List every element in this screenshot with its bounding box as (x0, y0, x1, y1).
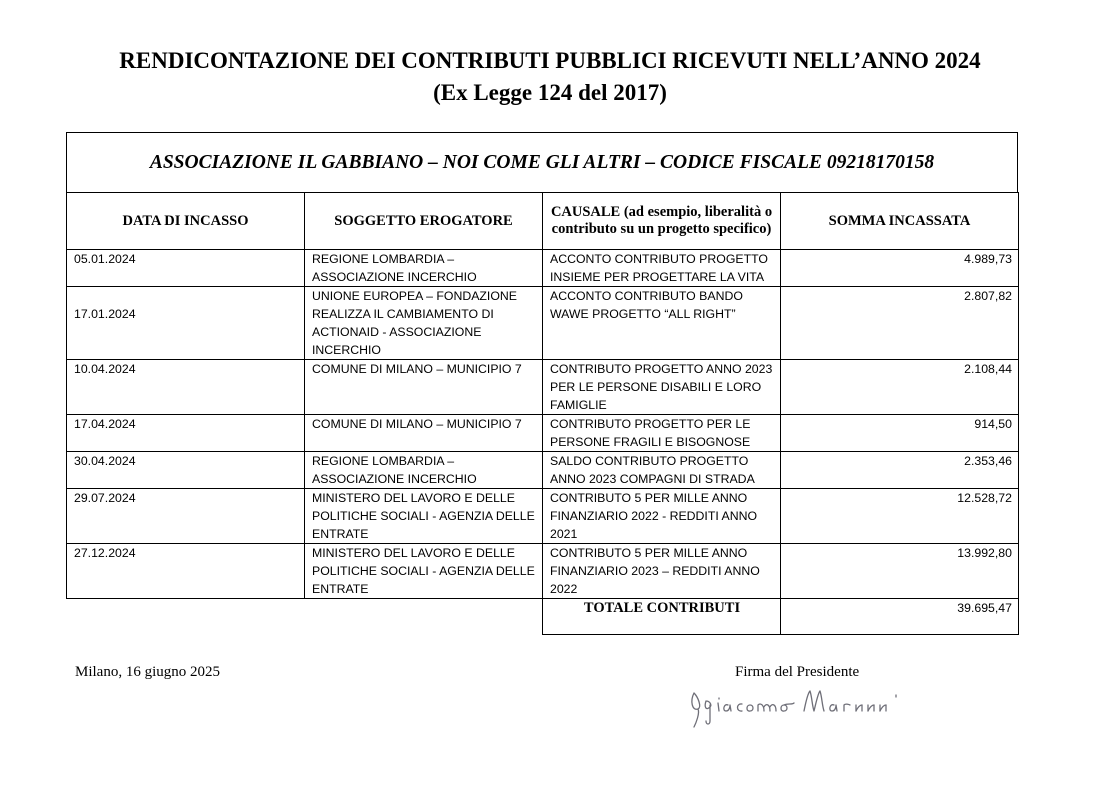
cell-reason: CONTRIBUTO 5 PER MILLE ANNO FINANZIARIO 2022 - REDDITI ANNO 2021 (543, 489, 781, 544)
cell-grantor: MINISTERO DEL LAVORO E DELLE POLITICHE SOCIALI - AGENZIA DELLE ENTRATE (305, 544, 543, 599)
cell-grantor: UNIONE EUROPEA – FONDAZIONE REALIZZA IL CAMBIAMENTO DI ACTIONAID - ASSOCIAZIONE INCERCHIO (305, 287, 543, 360)
cell-reason: ACCONTO CONTRIBUTO PROGETTO INSIEME PER PROGETTARE LA VITA (543, 250, 781, 287)
cell-date: 05.01.2024 (67, 250, 305, 287)
cell-reason: CONTRIBUTO 5 PER MILLE ANNO FINANZIARIO 2023 – REDDITI ANNO 2022 (543, 544, 781, 599)
table-row (67, 287, 1019, 360)
total-row (67, 599, 1019, 635)
place-date: Milano, 16 giugno 2025 (75, 664, 220, 680)
cell-grantor: COMUNE DI MILANO – MUNICIPIO 7 (305, 360, 543, 415)
cell-date: 29.07.2024 (67, 489, 305, 544)
cell-date: 17.04.2024 (67, 415, 305, 452)
table-row (67, 415, 1019, 452)
cell-date: 27.12.2024 (67, 544, 305, 599)
cell-grantor: COMUNE DI MILANO – MUNICIPIO 7 (305, 415, 543, 452)
header-date: DATA DI INCASSO (67, 193, 305, 250)
cell-date: 17.01.2024 (67, 287, 305, 360)
total-amount: 39.695,47 (781, 599, 1019, 635)
table-row (67, 250, 1019, 287)
empty-cell (305, 599, 543, 635)
cell-grantor: MINISTERO DEL LAVORO E DELLE POLITICHE SOCIALI - AGENZIA DELLE ENTRATE (305, 489, 543, 544)
table-row (67, 452, 1019, 489)
cell-amount: 2.353,46 (781, 452, 1019, 489)
cell-amount: 12.528,72 (781, 489, 1019, 544)
signature-label: Firma del Presidente (735, 664, 860, 680)
table-header-row (67, 193, 1019, 250)
cell-reason: CONTRIBUTO PROGETTO ANNO 2023 PER LE PERSONE DISABILI E LORO FAMIGLIE (543, 360, 781, 415)
table-row (67, 489, 1019, 544)
table-row (67, 360, 1019, 415)
president-signature (684, 683, 964, 729)
empty-cell (67, 599, 305, 635)
cell-date: 10.04.2024 (67, 360, 305, 415)
cell-reason: CONTRIBUTO PROGETTO PER LE PERSONE FRAGILI E BISOGNOSE (543, 415, 781, 452)
cell-amount: 2.108,44 (781, 360, 1019, 415)
total-label: TOTALE CONTRIBUTI (543, 599, 781, 635)
document-title: RENDICONTAZIONE DEI CONTRIBUTI PUBBLICI RICEVUTI NELL’ANNO 2024 (119, 48, 981, 73)
header-amount: SOMMA INCASSATA (781, 193, 1019, 250)
organization-header: ASSOCIAZIONE IL GABBIANO – NOI COME GLI ALTRI – CODICE FISCALE 09218170158 (66, 132, 1018, 192)
cell-grantor: REGIONE LOMBARDIA – ASSOCIAZIONE INCERCHIO (305, 452, 543, 489)
cell-amount: 2.807,82 (781, 287, 1019, 360)
cell-amount: 13.992,80 (781, 544, 1019, 599)
header-reason: CAUSALE (ad esempio, liberalità o contributo su un progetto specifico) (543, 193, 781, 250)
contributions-table (66, 192, 1019, 635)
header-grantor: SOGGETTO EROGATORE (305, 193, 543, 250)
cell-amount: 914,50 (781, 415, 1019, 452)
cell-reason: ACCONTO CONTRIBUTO BANDO WAWE PROGETTO “ALL RIGHT” (543, 287, 781, 360)
cell-date: 30.04.2024 (67, 452, 305, 489)
cell-reason: SALDO CONTRIBUTO PROGETTO ANNO 2023 COMPAGNI DI STRADA (543, 452, 781, 489)
table-row (67, 544, 1019, 599)
document-subtitle: (Ex Legge 124 del 2017) (433, 80, 667, 105)
contributions-report (66, 132, 1018, 635)
cell-amount: 4.989,73 (781, 250, 1019, 287)
cell-grantor: REGIONE LOMBARDIA – ASSOCIAZIONE INCERCHIO (305, 250, 543, 287)
